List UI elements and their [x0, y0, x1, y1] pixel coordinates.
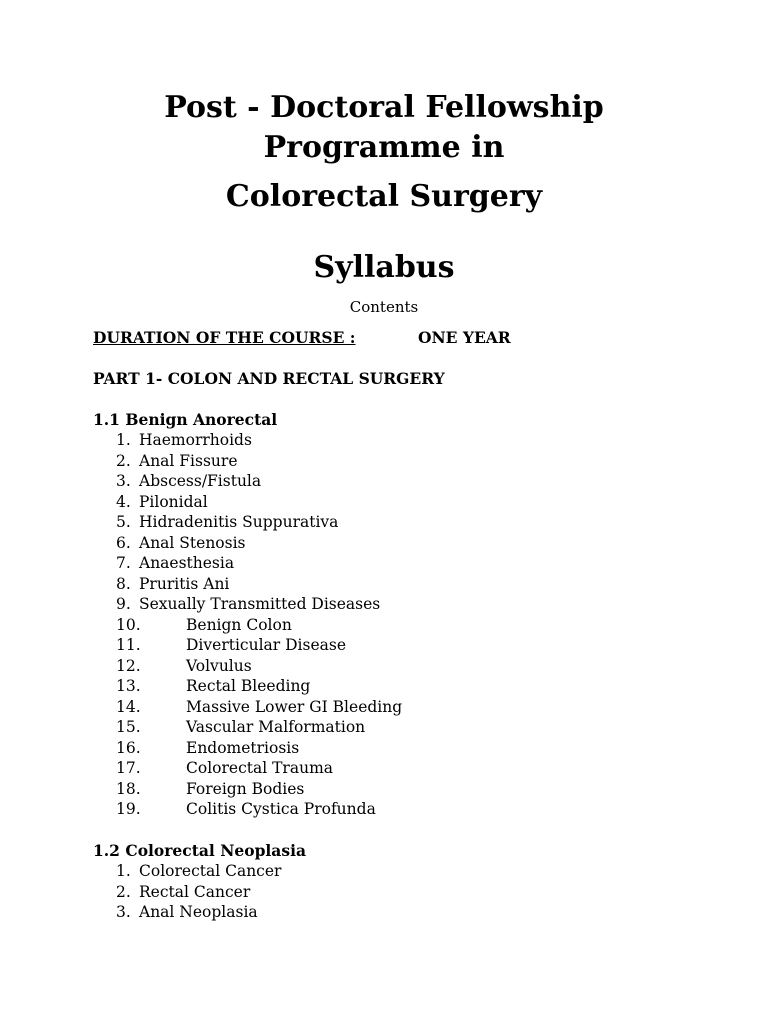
- list-item-text: Colorectal Cancer: [139, 862, 282, 880]
- list-item-text: Foreign Bodies: [186, 779, 305, 798]
- duration-value: ONE YEAR: [418, 328, 511, 347]
- list-item-number: 3.: [116, 903, 131, 921]
- list-item-text: Anal Fissure: [139, 451, 238, 470]
- list-item-number: 16.: [116, 738, 141, 757]
- list-item-number: 19.: [116, 800, 141, 818]
- list-item-text: Colorectal Trauma: [186, 759, 334, 777]
- list-item-text: Abscess/Fistula: [139, 472, 262, 490]
- list-item-text: Volvulus: [186, 656, 252, 675]
- list-item-text: Colitis Cystica Profunda: [186, 800, 376, 818]
- list-item-text: Endometriosis: [186, 738, 300, 757]
- list-item-text: Anal Neoplasia: [139, 903, 258, 921]
- list-item-number: 18.: [116, 779, 141, 798]
- list-item-text: Pruritis Ani: [139, 574, 230, 593]
- list-item-text: Rectal Cancer: [139, 882, 251, 901]
- list-item-text: Vascular Malformation: [186, 718, 366, 736]
- list-item-text: Sexually Transmitted Diseases: [139, 595, 381, 613]
- list-item-number: 14.: [116, 697, 141, 716]
- list-item-text: Benign Colon: [186, 615, 292, 634]
- course-duration: [93, 328, 511, 348]
- section-heading-benign-anorectal: 1.1 Benign Anorectal: [93, 410, 278, 429]
- title-line-1: Post - Doctoral Fellowship: [164, 90, 604, 125]
- list-item-number: 4.: [116, 492, 131, 511]
- list-item-number: 12.: [116, 656, 141, 675]
- list-item-number: 6.: [116, 533, 131, 552]
- list-item-text: Anal Stenosis: [139, 533, 246, 552]
- list-item-number: 3.: [116, 472, 131, 490]
- duration-label: DURATION OF THE COURSE :: [93, 328, 356, 347]
- list-item-number: 1.: [116, 862, 131, 880]
- list-item-number: 8.: [116, 574, 131, 593]
- list-item-text: Diverticular Disease: [186, 636, 346, 654]
- list-item-text: Rectal Bleeding: [186, 677, 311, 695]
- list-item-number: 2.: [116, 882, 131, 901]
- section-heading-colorectal-neoplasia: 1.2 Colorectal Neoplasia: [93, 841, 307, 860]
- title-line-3: Colorectal Surgery: [225, 179, 543, 214]
- list-item-number: 17.: [116, 759, 141, 777]
- list-item-number: 11.: [116, 636, 141, 654]
- contents-label: Contents: [349, 298, 419, 316]
- part-heading: PART 1- COLON AND RECTAL SURGERY: [93, 369, 445, 388]
- list-item-number: 1.: [116, 431, 131, 449]
- list-item-text: Massive Lower GI Bleeding: [186, 697, 403, 716]
- list-item-number: 5.: [116, 513, 131, 531]
- list-item-text: Pilonidal: [139, 492, 208, 511]
- list-item-text: Haemorrhoids: [139, 431, 252, 449]
- title-line-2: Programme in: [263, 130, 505, 165]
- list-item-number: 13.: [116, 677, 141, 695]
- list-item-number: 9.: [116, 595, 131, 613]
- syllabus-heading: Syllabus: [313, 250, 455, 285]
- list-item-text: Anaesthesia: [139, 554, 235, 572]
- list-item-number: 2.: [116, 451, 131, 470]
- list-item-number: 10.: [116, 615, 141, 634]
- list-item-number: 15.: [116, 718, 141, 736]
- list-item-text: Hidradenitis Suppurativa: [139, 513, 339, 531]
- list-item-number: 7.: [116, 554, 131, 572]
